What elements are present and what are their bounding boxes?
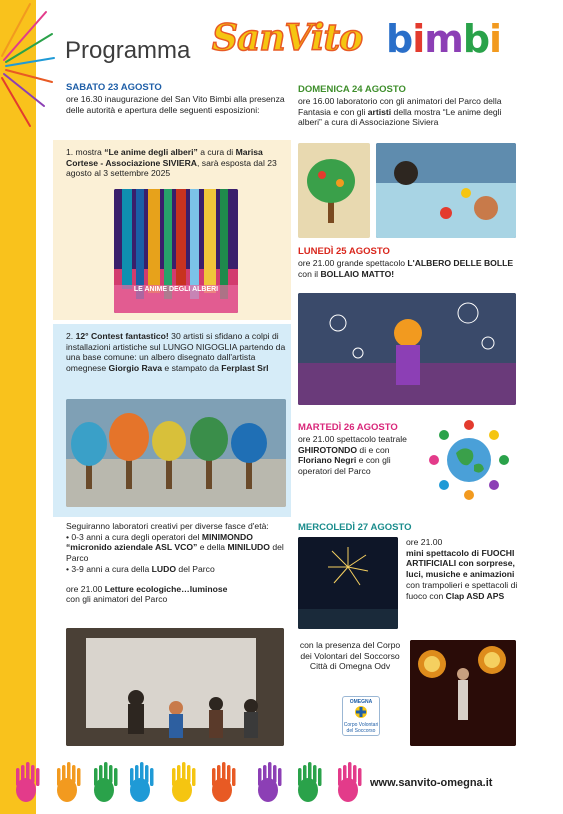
hand-print [338,762,362,802]
lunedi-text [298,258,518,279]
exhibit-1-number: 1. mostra [66,147,105,157]
logo-bimbi-letter: b [462,17,490,61]
mercoledi-heading-wrap [298,522,518,534]
mercoledi-details [406,548,518,602]
hand-print [16,762,40,802]
fireworks-photo [298,537,398,629]
hand-print [298,762,322,802]
globe-kids-art [424,415,514,505]
hand-print [258,762,282,802]
hand-print [57,762,81,802]
hand-print [94,762,118,802]
exhibit-1-title: “Le anime degli alberi” [104,147,198,157]
omegna-volunteers-logo [342,696,380,736]
mercoledi-fireworks-title: mini spettacolo di FUOCHI ARTIFICIALI con sorprese, luci, musiche e animazioni [406,547,515,580]
martedi-section [298,422,416,477]
children-painting-art [376,143,516,238]
contest-trees-art [66,399,286,507]
domenica-text-1: ore 16.00 laboratorio con gli animatori del Parco della Fantasia e con gli [298,95,502,117]
mercoledi-clap: Clap ASD APS [445,590,505,601]
domenica-text [298,96,518,128]
labs-evening [66,584,290,595]
mercoledi-heading: MERCOLEDÌ 27 AGOSTO [298,522,412,533]
hand-print [130,762,154,802]
labs-section [66,521,290,605]
lunedi-text-1: ore 21.00 grande spettacolo [298,257,408,268]
exhibit-2-title: 12° Contest fantastico! [75,331,169,341]
mercoledi-presence [298,640,402,672]
badge-top-text: OMEGNA [349,699,373,705]
kids-reading-photo [66,628,284,746]
bubbles-show-art [298,293,516,405]
lunedi-heading: LUNEDÌ 25 AGOSTO [298,246,390,257]
labs-evening-title: Letture ecologiche…luminose [104,583,228,594]
sunburst-decoration [0,0,60,150]
logo-bimbi-text [386,16,501,64]
sabato-intro: ore 16.30 inaugurazione del San Vito Bimbi alla presenza delle autorità e apertura delle seguenti esposizioni: [66,93,285,115]
website-link[interactable]: www.sanvito-omegna.it [370,777,493,789]
fire-performer-art [410,640,516,746]
sabato-section [66,82,290,115]
exhibit-1-dates: , sarà esposta dal 23 agosto al 3 settembre 2025 [66,157,277,179]
lunedi-show-title: L'ALBERO DELLE BOLLE [407,257,514,268]
exhibit-1-organizer: Marisa Cortese - Associazione SIVIERA [66,147,263,168]
labs-bullet-0-3 [66,532,290,564]
labs-bullet-1-end: del Parco [66,542,284,564]
labs-bullet-1-pre: • 0-3 anni a cura degli operatori del [66,531,202,542]
lunedi-text-2: con il [298,268,321,279]
domenica-heading: DOMENICA 24 AGOSTO [298,84,406,95]
poster-label: LE ANIME DEGLI ALBERI [133,286,219,293]
domenica-artists: artisti [367,106,392,117]
logo-bimbi-letter: i [489,17,502,61]
hand-print [212,762,236,802]
tree-drawing-art [298,143,370,238]
martedi-text-1: ore 21.00 spettacolo teatrale [298,433,407,444]
mercoledi-text [406,537,518,601]
labs-intro: Seguiranno laboratori creativi per diverse fasce d'età: [66,521,269,531]
labs-ludo: LUDO [151,563,177,574]
tree-drawing-photo [298,143,370,238]
exhibit-2-description: 30 artisti si sfidano a colpi di installazioni artistiche sul LUNGO NIGOGLIA partendo da una base comune: un albero disegnato dall'artista omegnese [66,331,286,374]
labs-minimondo: MINIMONDO “micronido aziendale ASL VCO” [66,531,253,553]
martedi-performer: Floriano Negri [298,455,357,466]
martedi-show-title: GHIROTONDO [298,444,358,455]
children-painting-photo [376,143,516,238]
logo-bimbi-letter: m [424,17,463,61]
sabato-heading: SABATO 23 AGOSTO [66,82,162,93]
badge-bottom-text: Corpo Volontari del Soccorso [343,721,379,734]
contest-trees-photo [66,399,286,507]
labs-miniludo: MINILUDO [227,542,270,553]
labs-evening-time: ore 21.00 [66,583,105,594]
mercoledi-text-2: con trampolieri e spettacoli di fuoco con [406,579,518,601]
martedi-heading: MARTEDÌ 26 AGOSTO [298,422,398,433]
hand-print [172,762,196,802]
ghirotondo-globe-illustration [424,415,514,505]
mercoledi-presence-text: con la presenza del Corpo dei Volontari del Soccorso Città di Omegna Odv [299,640,401,672]
exhibit-2-printed-by: e stampato da [162,363,222,374]
exhibit-2-text [66,331,286,374]
bubbles-show-photo [298,293,516,405]
exhibit-1-text [66,147,286,179]
domenica-section [298,84,518,128]
labs-bullet-1-mid: e della [197,542,228,553]
fireworks-art [298,537,398,629]
lunedi-bollaio: BOLLAIO MATTO! [320,268,395,279]
mercoledi-time: ore 21.00 [406,537,443,547]
labs-bullet-2-end: del Parco [176,563,215,574]
exhibit-2-printer: Ferplast Srl [221,363,269,374]
kids-silhouette-art [66,628,284,746]
logo-sanvito-text: SanVito [212,17,363,59]
martedi-text-3: e con gli operatori del Parco [298,455,391,477]
exhibit-1-by: a cura di [197,147,236,157]
exhibit-2-number: 2. [66,331,76,341]
lunedi-section [298,246,518,279]
logo-bimbi-letter: b [386,17,413,61]
labs-evening-animators: con gli animatori del Parco [66,594,168,605]
martedi-text [298,434,416,477]
poster-trees-art [114,189,238,313]
labs-bullet-2-pre: • 3-9 anni a cura della [66,563,152,574]
exhibit-poster-image [114,189,238,313]
martedi-text-2: di e con [357,444,390,455]
sanvito-bimbi-logo [212,14,512,70]
labs-bullet-3-9 [66,564,290,575]
page-title: Programma [65,37,191,64]
domenica-text-2: della mostra “Le anime degli alberi” a cura di Associazione Siviera [298,106,502,128]
star-of-life-icon [354,705,368,719]
logo-bimbi-letter: i [412,17,425,61]
exhibit-2-artist: Giorgio Rava [108,363,163,374]
fire-performer-photo [410,640,516,746]
